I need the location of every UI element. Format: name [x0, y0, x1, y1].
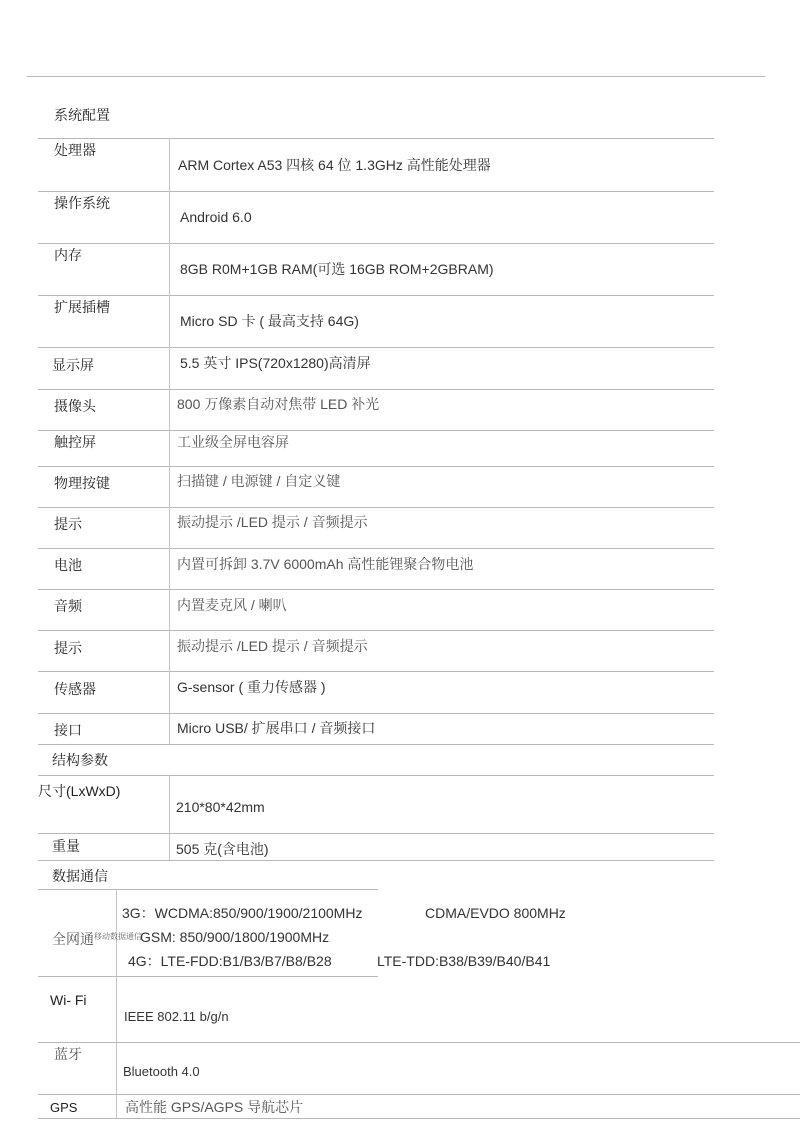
table-column-divider	[116, 889, 117, 1119]
section-title-system: 系统配置	[54, 107, 110, 123]
table-rule	[38, 347, 714, 348]
row-value-alert-2: 振动提示 /LED 提示 / 音频提示	[177, 638, 368, 654]
row-label-slot: 扩展插槽	[54, 299, 110, 315]
row-value-ports: Micro USB/ 扩展串口 / 音频接口	[177, 720, 376, 736]
row-value-display: 5.5 英寸 IPS(720x1280)高清屏	[180, 355, 371, 371]
network-4g-tdd: LTE-TDD:B38/B39/B40/B41	[377, 953, 551, 969]
table-column-divider	[169, 138, 170, 744]
table-rule	[38, 1094, 800, 1095]
row-value-wifi: IEEE 802.11 b/g/n	[124, 1009, 229, 1024]
table-rule	[38, 507, 714, 508]
table-rule	[38, 138, 714, 139]
row-label-alert: 提示	[54, 516, 82, 532]
table-rule	[38, 775, 714, 776]
network-gsm: GSM: 850/900/1800/1900MHz	[140, 929, 330, 945]
table-rule	[38, 548, 714, 549]
network-cdma: CDMA/EVDO 800MHz	[425, 905, 566, 921]
table-rule	[38, 466, 714, 467]
row-value-battery: 内置可拆卸 3.7V 6000mAh 高性能锂聚合物电池	[177, 556, 474, 572]
row-label-gps: GPS	[50, 1100, 78, 1115]
table-rule	[38, 295, 714, 296]
table-rule	[38, 889, 378, 890]
table-rule	[38, 630, 714, 631]
network-4g-fdd: 4G：LTE-FDD:B1/B3/B7/B8/B28	[128, 953, 332, 969]
network-label-small: 移动数据通信	[94, 932, 142, 941]
row-value-os: Android 6.0	[180, 209, 252, 225]
row-label-alert-2: 提示	[54, 640, 82, 656]
table-rule	[38, 744, 714, 745]
network-label	[52, 928, 142, 948]
table-rule	[38, 976, 378, 977]
table-rule	[38, 713, 714, 714]
table-rule	[38, 860, 714, 861]
row-label-wifi: Wi- Fi	[50, 992, 87, 1008]
row-value-audio: 内置麦克风 / 喇叭	[177, 597, 287, 613]
table-column-divider	[169, 775, 170, 860]
row-value-gps: 高性能 GPS/AGPS 导航芯片	[125, 1099, 304, 1115]
row-value-memory: 8GB R0M+1GB RAM(可选 16GB ROM+2GBRAM)	[180, 261, 494, 277]
table-rule	[38, 430, 714, 431]
row-label-bluetooth: 蓝牙	[54, 1046, 82, 1062]
row-value-sensor: G-sensor ( 重力传感器 )	[177, 679, 326, 695]
row-value-keys: 扫描键 / 电源键 / 自定义键	[177, 473, 341, 489]
row-label-memory: 内存	[54, 247, 82, 263]
row-value-camera: 800 万像素自动对焦带 LED 补光	[177, 396, 380, 412]
section-title-data: 数据通信	[52, 868, 108, 884]
table-rule	[38, 191, 714, 192]
row-value-weight: 505 克(含电池)	[176, 841, 269, 857]
table-rule	[38, 243, 714, 244]
row-label-battery: 电池	[54, 557, 82, 573]
row-label-audio: 音频	[54, 598, 82, 614]
network-3g: 3G：WCDMA:850/900/1900/2100MHz	[122, 905, 363, 921]
row-label-cpu: 处理器	[54, 142, 96, 158]
row-value-slot: Micro SD 卡 ( 最高支持 64G)	[180, 313, 359, 329]
row-value-cpu: ARM Cortex A53 四核 64 位 1.3GHz 高性能处理器	[178, 157, 491, 173]
row-value-size: 210*80*42mm	[176, 799, 265, 815]
table-rule	[38, 671, 714, 672]
row-label-keys: 物理按键	[54, 475, 110, 491]
table-rule	[38, 833, 714, 834]
row-label-os: 操作系统	[54, 195, 110, 211]
row-value-bluetooth: Bluetooth 4.0	[123, 1064, 200, 1079]
row-label-touch: 触控屏	[54, 434, 96, 450]
network-label-main: 全网通	[52, 931, 94, 947]
row-label-size: 尺寸(LxWxD)	[38, 783, 121, 799]
row-label-weight: 重量	[52, 838, 80, 854]
row-value-touch: 工业级全屏电容屏	[177, 434, 289, 450]
row-label-camera: 摄像头	[54, 398, 96, 414]
row-label-ports: 接口	[54, 722, 82, 738]
row-value-alert: 振动提示 /LED 提示 / 音频提示	[177, 514, 368, 530]
table-rule	[38, 1118, 800, 1119]
table-rule	[38, 1042, 800, 1043]
table-rule	[38, 389, 714, 390]
section-title-structure: 结构参数	[52, 752, 108, 768]
row-label-display: 显示屏	[52, 357, 94, 373]
table-rule	[38, 589, 714, 590]
row-label-sensor: 传感器	[54, 681, 96, 697]
top-rule	[27, 76, 765, 77]
